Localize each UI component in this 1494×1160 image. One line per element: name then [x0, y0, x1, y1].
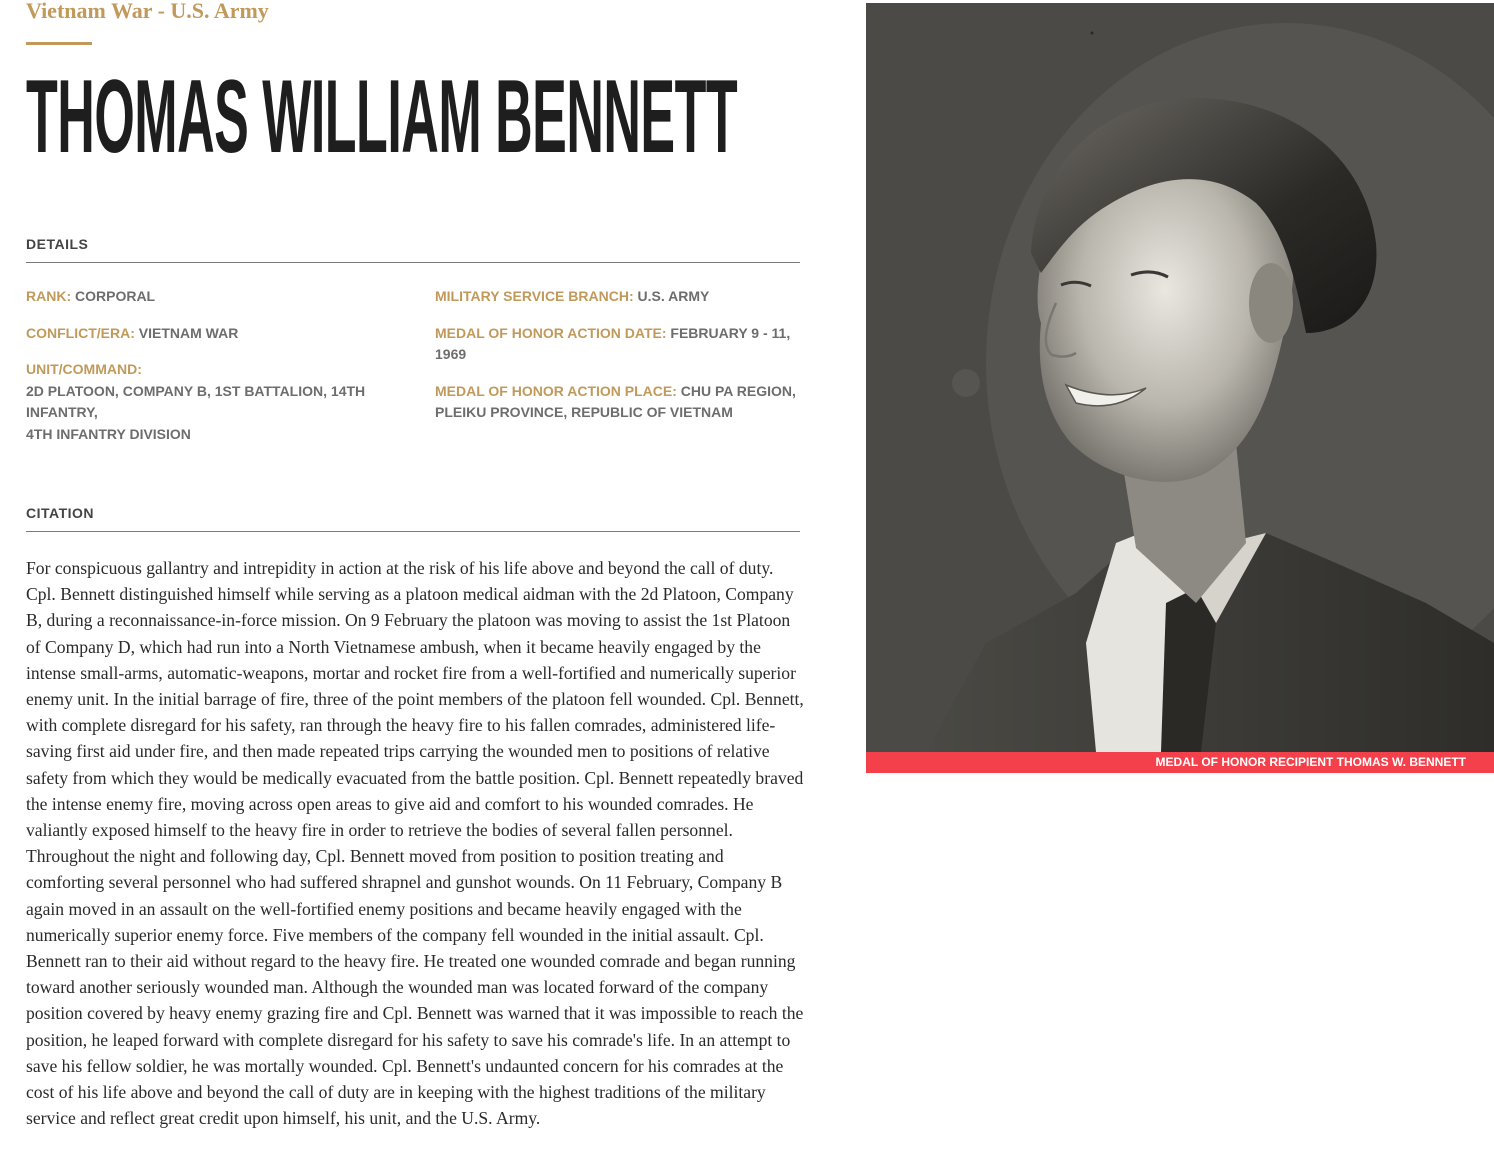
detail-value-conflict: VIETNAM WAR: [138, 324, 239, 341]
detail-conflict: [26, 323, 396, 345]
portrait-photo-icon: [866, 3, 1494, 752]
page-title: THOMAS WILLIAM BENNETT: [26, 59, 738, 175]
detail-label-rank: RANK:: [26, 288, 72, 304]
detail-action-date: [435, 323, 805, 366]
detail-value-branch: U.S. ARMY: [637, 288, 710, 304]
photo-caption: MEDAL OF HONOR RECIPIENT THOMAS W. BENNETT: [866, 752, 1494, 773]
recipient-photo-figure: [866, 3, 1494, 773]
details-column-right: [435, 286, 805, 439]
eyebrow-divider: [26, 42, 92, 45]
detail-action-place: [435, 381, 805, 424]
detail-branch: [435, 286, 805, 308]
detail-label-unit: UNIT/COMMAND:: [26, 361, 142, 377]
detail-unit: [26, 359, 396, 445]
details-column-left: [26, 286, 396, 460]
detail-value-rank: CORPORAL: [75, 288, 156, 304]
detail-label-action-date: MEDAL OF HONOR ACTION DATE:: [435, 324, 667, 341]
detail-value-unit-line1: 2D PLATOON, COMPANY B, 1ST BATTALION, 14TH INFANTRY,: [26, 382, 366, 420]
citation-section-header: CITATION: [26, 505, 800, 532]
detail-label-action-place: MEDAL OF HONOR ACTION PLACE:: [435, 382, 677, 399]
detail-label-conflict: CONFLICT/ERA:: [26, 324, 135, 341]
citation-text: For conspicuous gallantry and intrepidity in action at the risk of his life above and beyond the call of duty. Cpl. Bennett distinguished himself while serving as a platoon medical aidman with the 2d Platoon, Company B, during a reconnaissance-in-force mission. On 9 February the platoon was moving to assist the 1st Platoon of Company D, which had run into a North Vietnamese ambush, when it became heavily engaged by the intense small-arms, automatic-weapons, mortar and rocket fire from a well-fortified and numerically superior enemy unit. In the initial barrage of fire, three of the point members of the platoon fell wounded. Cpl. Bennett, with complete disregard for his safety, ran through the heavy fire to his fallen comrades, administered life-saving first aid under fire, and then made repeated trips carrying the wounded men to positions of relative safety from which they would be medically evacuated from the battle position. Cpl. Bennett repeatedly braved the intense enemy fire, moving across open areas to give aid and comfort to his wounded comrades. He valiantly exposed himself to the heavy fire in order to retrieve the bodies of several fallen personnel. Throughout the night and following day, Cpl. Bennett moved from position to position treating and comforting several personnel who had suffered shrapnel and gunshot wounds. On 11 February, Company B again moved in an assault on the well-fortified enemy positions and became heavily engaged with the numerically superior enemy force. Five members of the company fell wounded in the initial assault. Cpl. Bennett ran to their aid without regard to the heavy fire. He treated one wounded comrade and began running toward another seriously wounded man. Although the wounded man was located forward of the company position covered by heavy enemy grazing fire and Cpl. Bennett was warned that it was impossible to reach the position, he leaped forward with complete disregard for his safety to save his comrade's life. In an attempt to save his fellow soldier, he was mortally wounded. Cpl. Bennett's undaunted concern for his comrades at the cost of his life above and beyond the call of duty are in keeping with the highest traditions of the military service and reflect great credit upon himself, his unit, and the U.S. Army.: [26, 558, 804, 1129]
detail-label-branch: MILITARY SERVICE BRANCH:: [435, 288, 634, 304]
portrait-illustration: [866, 3, 1494, 752]
details-section-header: DETAILS: [26, 236, 800, 263]
conflict-branch-eyebrow[interactable]: Vietnam War - U.S. Army: [26, 0, 269, 23]
detail-value-action-place: CHU PA REGION, PLEIKU PROVINCE, REPUBLIC OF VIETNAM: [435, 382, 796, 420]
detail-value-action-date: FEBRUARY 9 - 11, 1969: [435, 324, 791, 362]
detail-rank: [26, 286, 396, 308]
detail-value-unit-line2: 4TH INFANTRY DIVISION: [26, 425, 191, 442]
